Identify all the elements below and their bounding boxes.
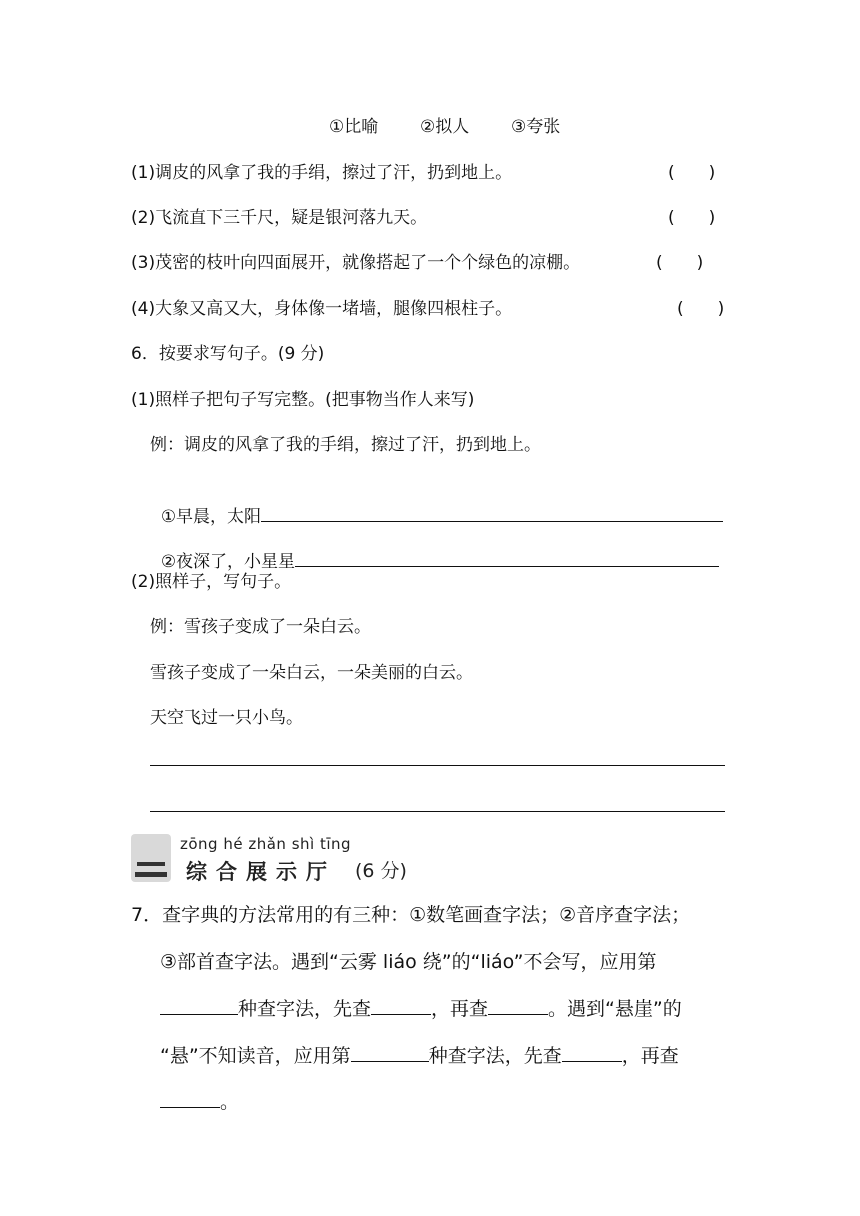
q5-answer-3[interactable]: ( ) bbox=[656, 253, 704, 273]
option-personification: ②拟人 bbox=[420, 117, 470, 137]
q5-item-1: (1)调皮的风拿了我的手绢，擦过了汗，扔到地上。 bbox=[131, 163, 513, 183]
q7-line-5 bbox=[160, 1089, 239, 1115]
q5-item-3: (3)茂密的枝叶向四面展开，就像搭起了一个个绿色的凉棚。 bbox=[131, 253, 581, 273]
q7-line-3-c: 。遇到“悬崖”的 bbox=[548, 998, 682, 1020]
q7-line-3 bbox=[160, 996, 682, 1022]
answer-blank[interactable] bbox=[488, 996, 548, 1015]
q6-part1-example: 例：调皮的风拿了我的手绢，擦过了汗，扔到地上。 bbox=[150, 435, 541, 455]
section-title: 综合展示厅 bbox=[186, 860, 336, 884]
q7-line-3-a: 种查字法，先查 bbox=[238, 998, 372, 1020]
q6-part1-title: (1)照样子把句子写完整。(把事物当作人来写) bbox=[131, 390, 475, 410]
q7-line-1: 7．查字典的方法常用的有三种：①数笔画查字法；②音序查字法； bbox=[131, 904, 691, 926]
answer-blank[interactable] bbox=[160, 1089, 220, 1108]
section-number-badge bbox=[131, 832, 175, 884]
section-pinyin: zōng hé zhǎn shì tīng bbox=[180, 835, 352, 853]
answer-line-2[interactable] bbox=[150, 811, 725, 812]
q7-line-4-c: ，再查 bbox=[621, 1045, 679, 1067]
q7-line-4-a: “悬”不知读音，应用第 bbox=[160, 1045, 351, 1067]
q6-part2-example-line2: 雪孩子变成了一朵白云，一朵美丽的白云。 bbox=[150, 663, 473, 683]
answer-blank[interactable] bbox=[351, 1043, 429, 1062]
q6-part2-example: 例：雪孩子变成了一朵白云。 bbox=[150, 617, 371, 637]
q7-line-4 bbox=[160, 1043, 679, 1069]
answer-blank[interactable] bbox=[562, 1043, 622, 1062]
option-exaggeration: ③夸张 bbox=[511, 117, 561, 137]
q5-item-2: (2)飞流直下三千尺，疑是银河落九天。 bbox=[131, 208, 428, 228]
q5-answer-4[interactable]: ( ) bbox=[677, 299, 725, 319]
q6-part2-prompt: 天空飞过一只小鸟。 bbox=[150, 708, 303, 728]
q6-part1-b bbox=[150, 524, 719, 574]
q6-part1-b-label: ②夜深了，小星星 bbox=[160, 552, 296, 572]
answer-blank[interactable] bbox=[295, 548, 719, 567]
q6-part2-title: (2)照样子，写句子。 bbox=[131, 572, 292, 592]
q7-line-4-b: 种查字法，先查 bbox=[428, 1045, 562, 1067]
q7-line-2: ③部首查字法。遇到“云雾 liáo 绕”的“liáo”不会写，应用第 bbox=[160, 951, 657, 973]
q7-line-3-b: ，再查 bbox=[431, 998, 489, 1020]
q5-item-4: (4)大象又高又大，身体像一堵墙，腿像四根柱子。 bbox=[131, 299, 513, 319]
answer-blank[interactable] bbox=[261, 503, 723, 522]
q7-line-5-end: 。 bbox=[220, 1091, 240, 1113]
q6-title: 6．按要求写句子。(9 分) bbox=[131, 344, 325, 364]
answer-blank[interactable] bbox=[160, 996, 238, 1015]
q5-answer-2[interactable]: ( ) bbox=[668, 208, 716, 228]
q5-answer-1[interactable]: ( ) bbox=[668, 163, 716, 183]
q6-part1-a bbox=[150, 479, 723, 529]
q6-part1-a-label: ①早晨，太阳 bbox=[160, 507, 262, 527]
option-simile: ①比喻 bbox=[329, 117, 379, 137]
answer-line-1[interactable] bbox=[150, 765, 725, 766]
answer-blank[interactable] bbox=[371, 996, 431, 1015]
section-score: (6 分) bbox=[355, 860, 407, 882]
